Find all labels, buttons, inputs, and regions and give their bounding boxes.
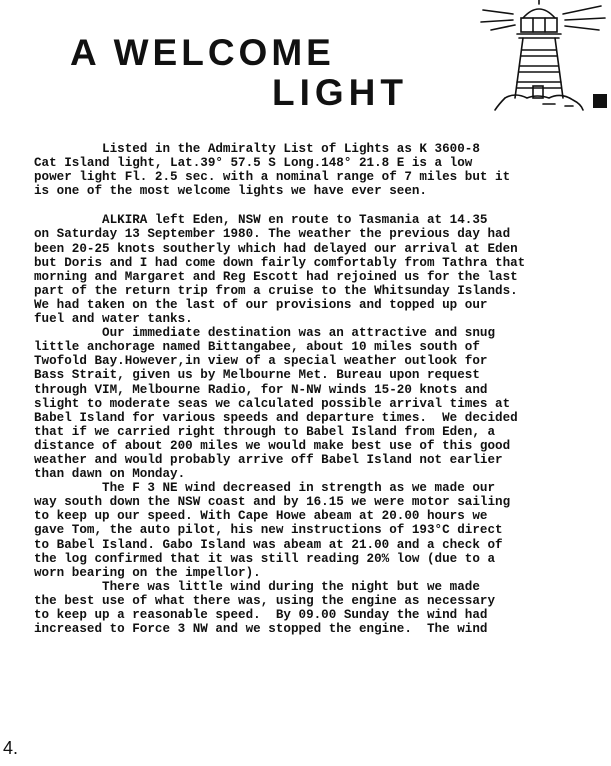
article-body [34,142,606,636]
text-line: There was little wind during the night but we made [34,579,480,594]
title-line-2: LIGHT [272,72,408,113]
text-line: that if we carried right through to Babel Island from Eden, a [34,424,496,439]
text-line: Cat Island light, Lat.39° 57.5 S Long.148° 21.8 E is a low [34,156,473,171]
text-line: The F 3 NE wind decreased in strength as we made our [34,481,496,496]
text-line: part of the return trip from a cruise to the Whitsunday Islands. [34,283,518,298]
intro-paragraph [34,142,606,198]
text-line: is one of the most welcome lights we have ever seen. [34,184,427,199]
text-line: on Saturday 13 September 1980. The weather the previous day had [34,227,511,242]
text-line: the log confirmed that it was still reading 20% low (due to a [34,551,496,566]
text-line: but Doris and I had come down fairly comfortably from Tathra that [34,255,526,270]
text-line: way south down the NSW coast and by 16.15 we were motor sailing [34,495,511,510]
text-line: slight to moderate seas we calculated possible arrival times at [34,396,511,411]
text-line: been 20-25 knots southerly which had delayed our arrival at Eden [34,241,518,256]
text-line: to keep up a reasonable speed. By 09.00 Sunday the wind had [34,608,488,622]
text-line: to keep up our speed. With Cape Howe abeam at 20.00 hours we [34,509,488,524]
text-line: Listed in the Admiralty List of Lights as K 3600-8 [34,142,480,156]
text-line: the best use of what there was, using the engine as necessary [34,593,496,608]
text-line: ALKIRA left Eden, NSW en route to Tasmania at 14.35 [34,213,488,228]
text-line: Our immediate destination was an attractive and snug [34,326,496,341]
text-line: power light Fl. 2.5 sec. with a nominal range of 7 miles but it [34,170,511,185]
text-line: little anchorage named Bittangabee, about 10 miles south of [34,340,480,355]
lighthouse-icon [475,0,611,120]
text-line: Twofold Bay.However,in view of a special weather outlook for [34,354,488,369]
page-number: 4. [3,738,19,758]
text-line: weather and would probably arrive off Babel Island not earlier [34,452,503,467]
text-line: Bass Strait, given us by Melbourne Met. Bureau upon request [34,368,480,383]
text-line: to Babel Island. Gabo Island was abeam at 21.00 and a check of [34,537,503,552]
text-line: than dawn on Monday. [34,467,186,482]
text-line: distance of about 200 miles we would make best use of this good [34,438,511,453]
text-line: worn bearing on the impellor). [34,565,261,580]
text-line: fuel and water tanks. [34,312,193,327]
text-line: We had taken on the last of our provisions and topped up our [34,297,488,312]
title-line-1: A WELCOME [70,32,335,73]
text-line: morning and Margaret and Reg Escott had rejoined us for the last [34,269,518,284]
text-line: Babel Island for various speeds and departure times. We decided [34,410,518,425]
text-line: increased to Force 3 NW and we stopped the engine. The wind [34,622,488,637]
narrative-paragraphs [34,213,606,636]
text-line: through VIM, Melbourne Radio, for N-NW winds 15-20 knots and [34,382,488,397]
text-line: gave Tom, the auto pilot, his new instructions of 193°C direct [34,523,503,538]
